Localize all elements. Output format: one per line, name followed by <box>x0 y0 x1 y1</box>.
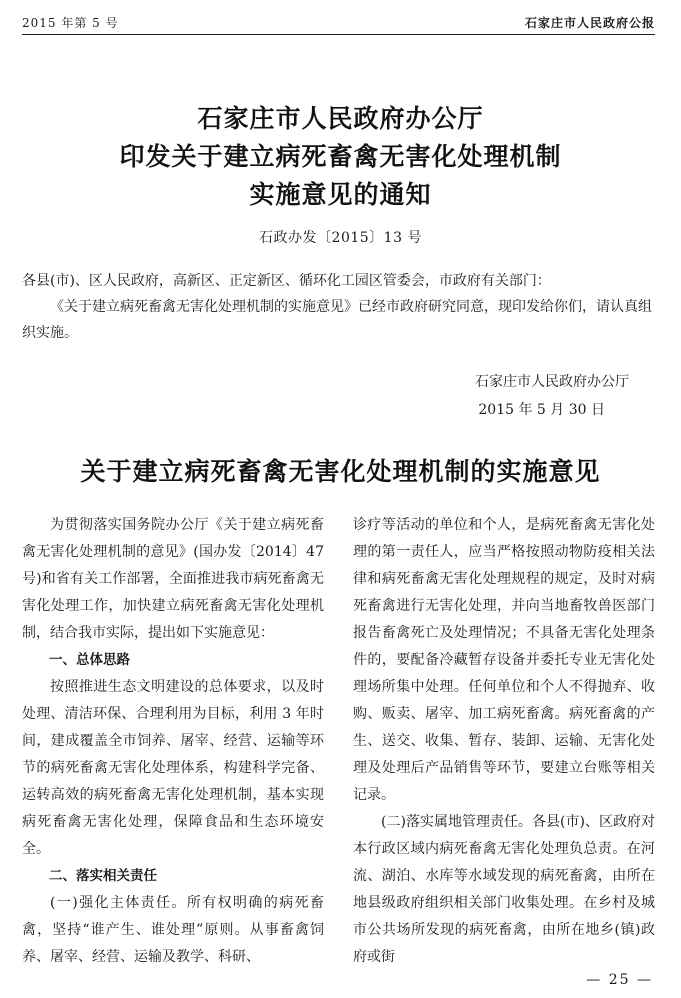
opinion-title: 关于建立病死畜禽无害化处理机制的实施意见 <box>80 457 601 486</box>
opinion-body <box>22 512 655 972</box>
page-header <box>22 10 655 35</box>
notice-title-line: 印发关于建立病死畜禽无害化处理机制 <box>119 142 562 171</box>
document-number: 石政办发〔2015〕13 号 <box>259 230 422 246</box>
section-heading: 二、落实相关责任 <box>49 868 157 884</box>
paragraph: (一)强化主体责任。所有权明确的病死畜禽，坚持“谁产生、谁处理”原则。从事畜禽饲养、屠宰、经营、运输及教学、科研、 <box>22 895 324 965</box>
page-number: — 25 — <box>586 972 653 988</box>
issue-label: 2015 年第 5 号 <box>22 16 119 30</box>
issuer: 石家庄市人民政府办公厅 <box>475 374 629 390</box>
recipients: 各县(市)、区人民政府，高新区、正定新区、循环化工园区管委会，市政府有关部门： <box>22 273 551 289</box>
signature-block <box>0 368 629 424</box>
issue-date: 2015 年 5 月 30 日 <box>478 402 605 418</box>
publication-name: 石家庄市人民政府公报 <box>524 16 655 30</box>
notice-title <box>0 100 681 214</box>
notice-text: 《关于建立病死畜禽无害化处理机制的实施意见》已经市政府研究同意，现印发给你们，请认真组织实施。 <box>22 299 652 341</box>
paragraph: 为贯彻落实国务院办公厅《关于建立病死畜禽无害化处理机制的意见》(国办发〔2014〕47 号)和省有关工作部署，全面推进我市病死畜禽无害化处理工作，加快建立病死畜禽无害化处理机制，结合我市实际，提出如下实施意见： <box>22 517 324 641</box>
notice-title-line: 实施意见的通知 <box>249 180 432 209</box>
notice-title-line: 石家庄市人民政府办公厅 <box>197 104 484 133</box>
right-column <box>353 512 655 972</box>
section-heading: 一、总体思路 <box>49 652 130 668</box>
paragraph: 按照推进生态文明建设的总体要求，以及时处理、清洁环保、合理利用为目标，利用 3 年时间，建成覆盖全市饲养、屠宰、经营、运输等环节的病死畜禽无害化处理体系，构建科学完备、运转高效的病死畜禽无害化处理机制，基本实现病死畜禽无害化处理，保障食品和生态环境安全。 <box>22 679 324 857</box>
left-column <box>22 512 324 972</box>
paragraph-continued: 诊疗等活动的单位和个人，是病死畜禽无害化处理的第一责任人，应当严格按照动物防疫相关法律和病死畜禽无害化处理规程的规定，及时对病死畜禽进行无害化处理，并向当地畜牧兽医部门报告畜禽死亡及处理情况；不具备无害化处理条件的，要配备冷藏暂存设备并委托专业无害化处理场所集中处理。任何单位和个人不得抛弃、收购、贩卖、屠宰、加工病死畜禽。病死畜禽的产生、送交、收集、暂存、装卸、运输、无害化处理及处理后产品销售等环节，要建立台账等相关记录。 <box>353 517 655 803</box>
notice-body <box>22 268 655 346</box>
paragraph: (二)落实属地管理责任。各县(市)、区政府对本行政区域内病死畜禽无害化处理负总责。在河流、湖泊、水库等水域发现的病死畜禽，由所在地县级政府组织相关部门收集处理。在乡村及城市公共场所发现的病死畜禽，由所在地乡(镇)政府或街 <box>353 814 655 965</box>
